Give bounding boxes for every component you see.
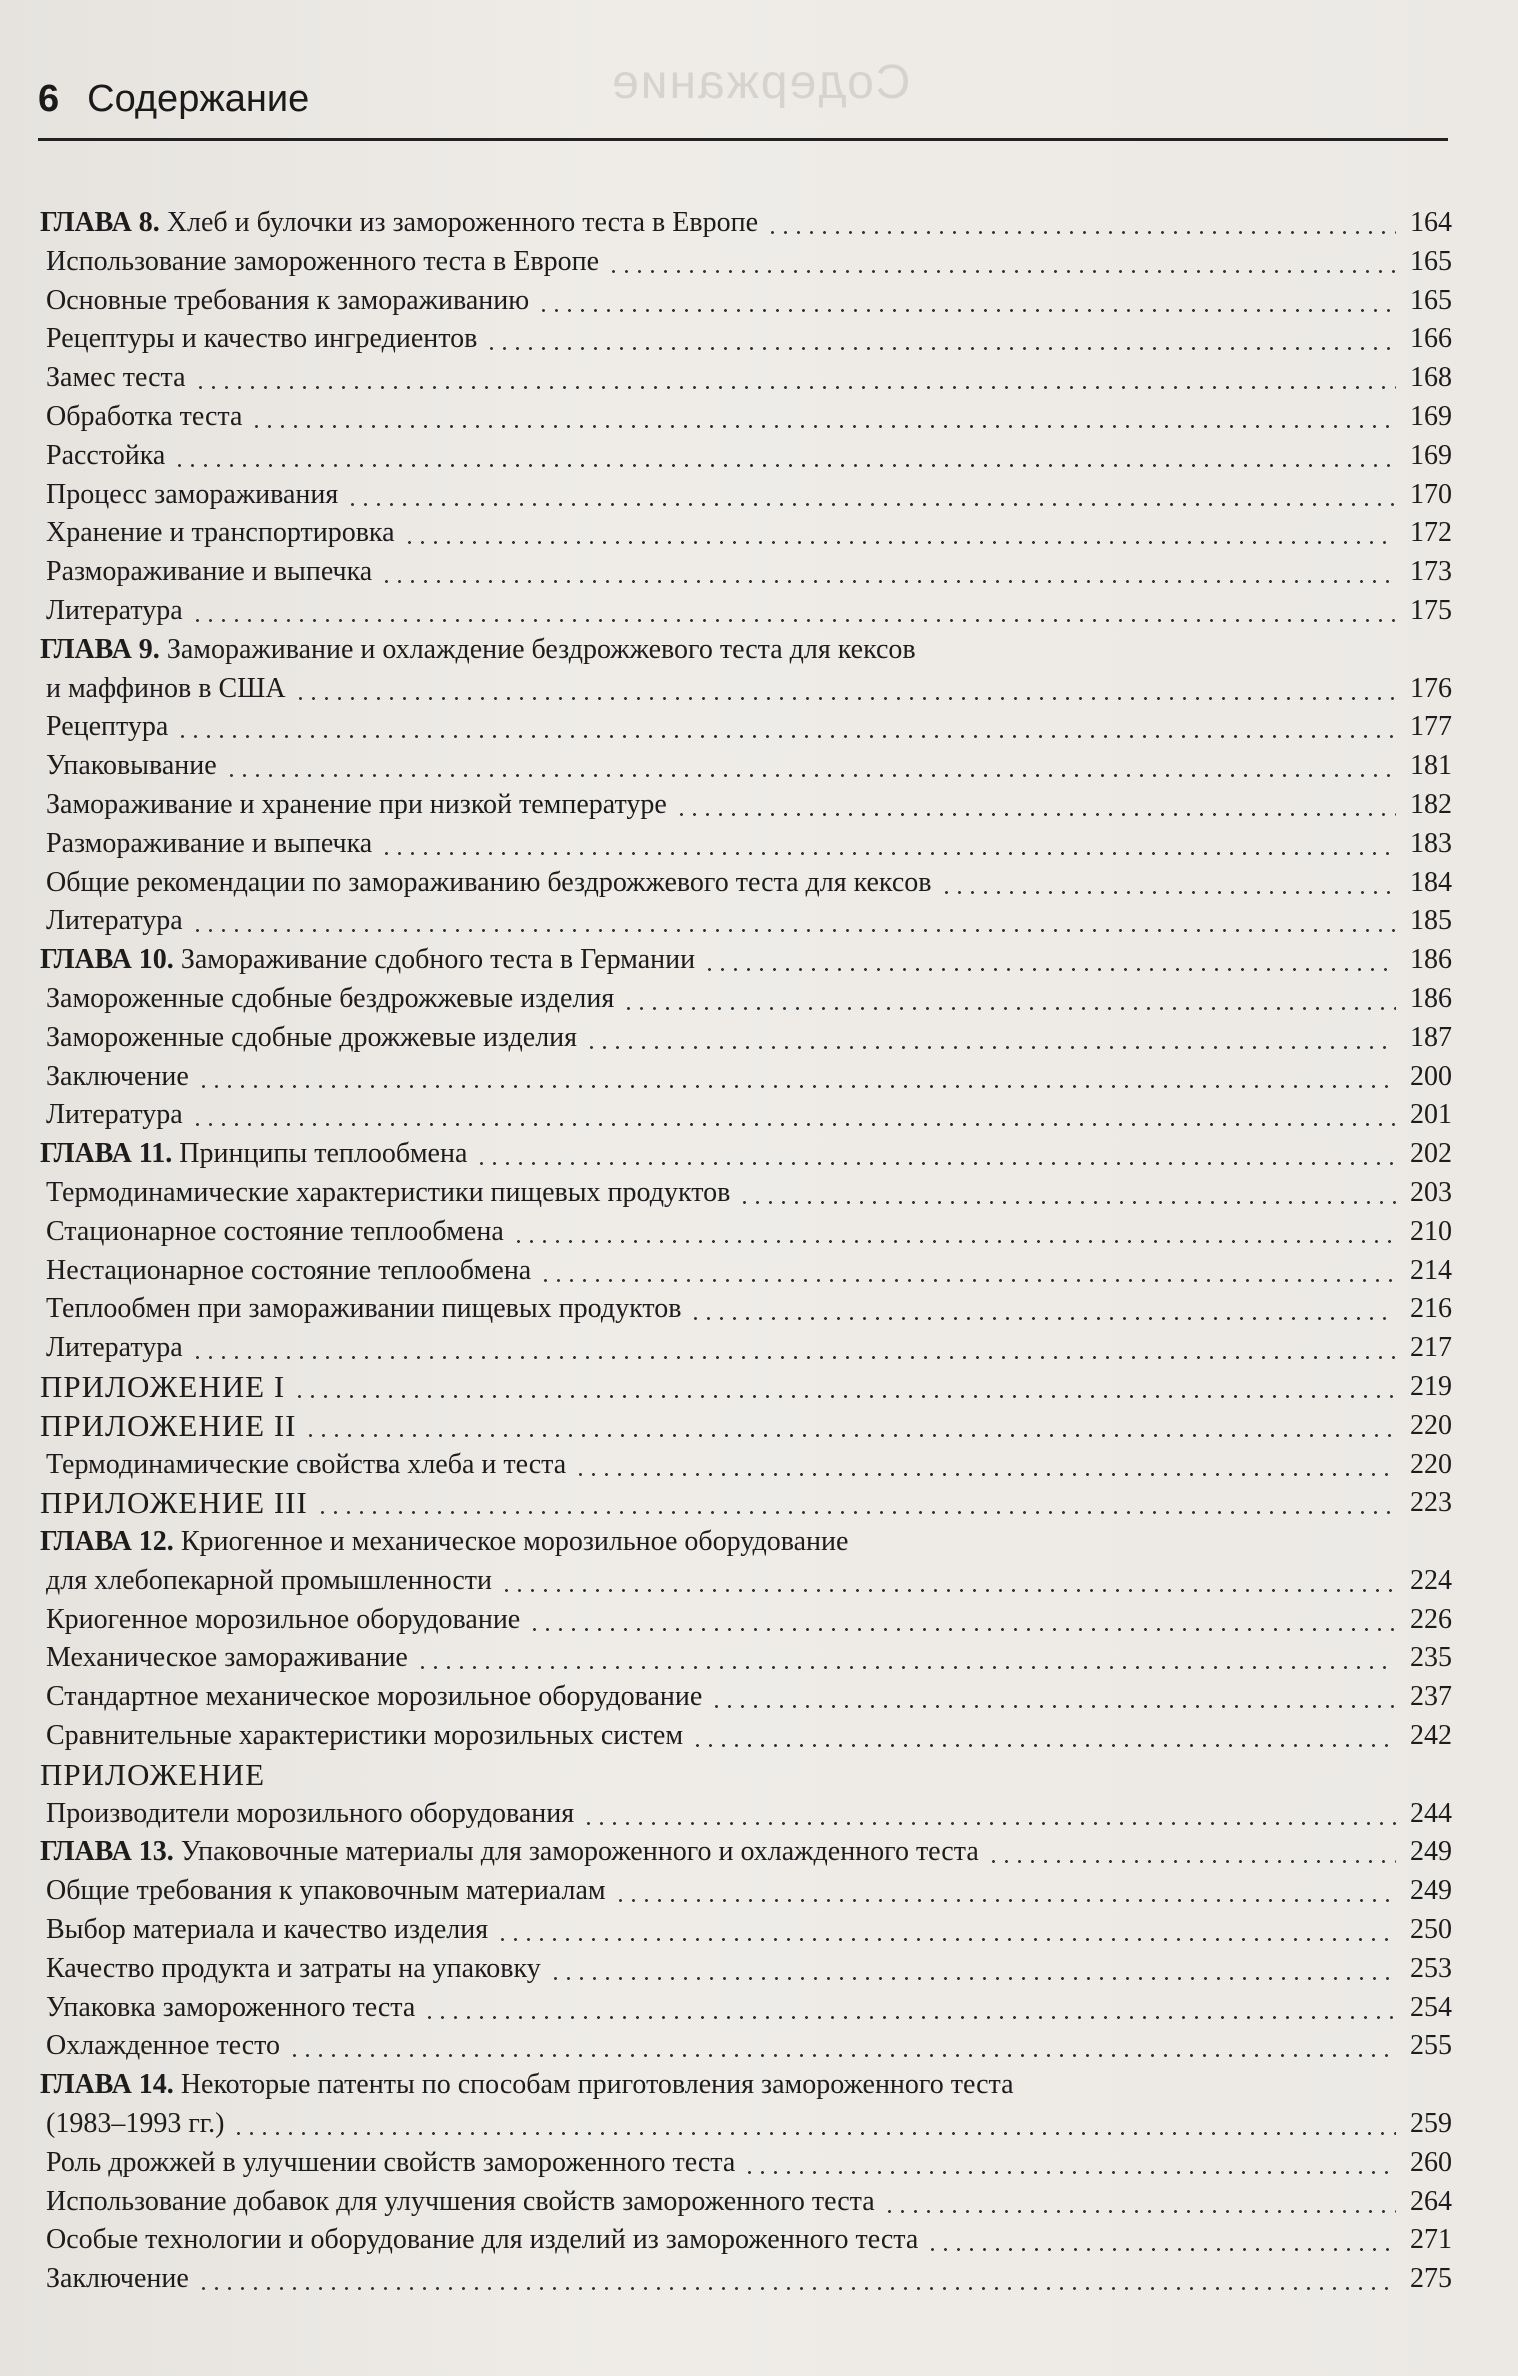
toc-entry-title [46, 2221, 918, 2260]
entry-text: Рецептура [46, 711, 169, 743]
entry-text: Нестационарное состояние теплообмена [46, 1254, 532, 1286]
dot-leader [191, 1123, 1396, 1126]
toc-entry-title [46, 1058, 189, 1097]
page-ref: 210 [1410, 1215, 1452, 1247]
toc-entry-row [40, 1872, 1452, 1911]
toc-entry-title [46, 553, 372, 592]
toc-entry-row [40, 1795, 1452, 1834]
entry-text: Криогенное и механическое морозильное оборудование [173, 1526, 849, 1558]
page-ref: 166 [1410, 323, 1452, 355]
entry-text: Качество продукта и затраты на упаковку [46, 1952, 541, 1984]
toc-entry-row [40, 243, 1452, 282]
toc-entry-title [40, 631, 916, 670]
toc-entry-row [40, 1096, 1452, 1135]
dot-leader [191, 929, 1396, 932]
page-ref: 164 [1410, 207, 1452, 238]
dot-leader [173, 464, 1396, 467]
entry-text: Хлеб и булочки из замороженного теста в Европе [159, 207, 758, 238]
toc-entry-title [46, 670, 286, 709]
entry-text: Упаковочные материалы для замороженного и охлажденного теста [173, 1836, 979, 1868]
dot-leader [743, 2171, 1396, 2174]
chapter-label: ГЛАВА 13. [40, 1836, 174, 1868]
page-ref: 181 [1410, 750, 1452, 782]
toc-entry-title [46, 708, 168, 747]
toc-entry-title [40, 1484, 308, 1523]
toc-entry-row [40, 476, 1452, 515]
toc-entry-row [40, 1678, 1452, 1717]
toc-entry-row [40, 902, 1452, 941]
dot-leader [475, 1162, 1396, 1165]
dot-leader [416, 1666, 1396, 1669]
toc-entry-title [46, 437, 165, 476]
page-ref: 185 [1410, 905, 1452, 937]
toc-entry-title [40, 2066, 1014, 2105]
dot-leader [539, 1279, 1396, 1282]
toc-appendix-row [40, 1484, 1452, 1523]
toc-entry-row [40, 1601, 1452, 1640]
entry-text: Использование замороженного теста в Европе [46, 245, 599, 277]
toc-entry-row [40, 864, 1452, 903]
page-ref: 259 [1410, 2108, 1452, 2140]
chapter-label: ГЛАВА 8. [40, 207, 160, 238]
page-ref: 173 [1410, 556, 1452, 588]
entry-text: Упаковывание [46, 750, 217, 782]
entry-text: Принципы теплообмена [172, 1138, 468, 1170]
page-ref: 253 [1410, 1952, 1452, 1984]
toc-entry-title [46, 476, 338, 515]
page-ref: 217 [1410, 1332, 1452, 1364]
toc-entry-row [40, 282, 1452, 321]
dot-leader [197, 1085, 1396, 1088]
dot-leader [191, 619, 1396, 622]
dot-leader [191, 1356, 1396, 1359]
entry-text: ПРИЛОЖЕНИЕ [40, 1756, 266, 1792]
toc-entry-title [46, 825, 372, 864]
toc-entry-row [40, 1058, 1452, 1097]
entry-text: Сравнительные характеристики морозильных систем [46, 1720, 684, 1752]
entry-text: Литература [46, 1099, 183, 1131]
entry-text: Криогенное морозильное оборудование [46, 1603, 521, 1635]
toc-entry-title [46, 243, 599, 282]
toc-entry-row [40, 1639, 1452, 1678]
toc-entry-title [46, 902, 183, 941]
toc-chapter-row [40, 1833, 1452, 1872]
page-ref: 219 [1410, 1370, 1452, 1402]
entry-text: Использование добавок для улучшения свойств замороженного теста [46, 2185, 875, 2217]
entry-text: Литература [46, 594, 183, 626]
page-number: 6 [38, 78, 60, 120]
dot-leader [710, 1705, 1396, 1708]
toc-entry-row [40, 2183, 1452, 2222]
dot-leader [250, 425, 1396, 428]
dot-leader [738, 1201, 1396, 1204]
running-head [38, 78, 1438, 121]
toc-entry-row [40, 980, 1452, 1019]
entry-text: Термодинамические характеристики пищевых продуктов [46, 1176, 731, 1208]
page-ref: 200 [1410, 1060, 1452, 1092]
entry-text: Охлажденное тесто [46, 2030, 281, 2062]
page-ref: 176 [1410, 672, 1452, 704]
entry-text: Особые технологии и оборудование для изделий из замороженного теста [46, 2224, 919, 2256]
dot-leader [883, 2210, 1396, 2213]
dot-leader [197, 2287, 1396, 2290]
page-ref: 237 [1410, 1681, 1452, 1713]
toc-entry-title [46, 1911, 488, 1950]
dot-leader [294, 697, 1396, 700]
toc-entry-title [46, 980, 614, 1019]
toc-entry-title [46, 2260, 189, 2299]
dot-leader [987, 1860, 1396, 1863]
page-ref: 254 [1410, 1991, 1452, 2023]
toc-entry-row [40, 2105, 1452, 2144]
toc-entry-title [40, 204, 758, 243]
toc-entry-title [46, 1329, 183, 1368]
page-ref: 184 [1410, 866, 1452, 898]
dot-leader [537, 309, 1396, 312]
toc-entry-title [46, 1989, 415, 2028]
entry-text: Заключение [46, 2263, 189, 2295]
toc-chapter-row [40, 2066, 1452, 2105]
page-ref: 250 [1410, 1914, 1452, 1946]
toc-appendix-row [40, 1368, 1452, 1407]
entry-text: Замораживание и охлаждение бездрожжевого теста для кексов [159, 633, 916, 665]
toc-entry-row [40, 1911, 1452, 1950]
toc-entry-row [40, 553, 1452, 592]
entry-text: (1983–1993 гг.) [46, 2108, 225, 2140]
entry-text: Процесс замораживания [46, 478, 339, 510]
page-ref: 175 [1410, 594, 1452, 626]
page-ref: 220 [1410, 1409, 1452, 1441]
entry-text: Замес теста [46, 362, 186, 394]
page-ref: 170 [1410, 478, 1452, 510]
toc-entry-row [40, 1717, 1452, 1756]
entry-text: Замораживание сдобного теста в Германии [173, 944, 696, 976]
dot-leader [403, 541, 1396, 544]
dot-leader [423, 2016, 1396, 2019]
toc-chapter-row [40, 1135, 1452, 1174]
toc-entry-title [40, 941, 695, 980]
toc-entry-row [40, 1446, 1452, 1485]
page-ref: 235 [1410, 1642, 1452, 1674]
page-ref: 165 [1410, 245, 1452, 277]
entry-text: Заключение [46, 1060, 189, 1092]
entry-text: Стандартное механическое морозильное оборудование [46, 1681, 703, 1713]
dot-leader [766, 231, 1396, 234]
page-ref: 172 [1410, 517, 1452, 549]
toc-entry-title [46, 398, 242, 437]
header-rule [38, 138, 1448, 141]
toc-entry-row [40, 2221, 1452, 2260]
entry-text: Размораживание и выпечка [46, 827, 373, 859]
toc-chapter-row [40, 1523, 1452, 1562]
entry-text: Расстойка [46, 439, 166, 471]
dot-leader [574, 1473, 1396, 1476]
entry-text: Выбор материала и качество изделия [46, 1914, 489, 1946]
toc-entry-row [40, 359, 1452, 398]
toc-entry-title [46, 2105, 224, 2144]
toc-entry-row [40, 670, 1452, 709]
entry-text: Термодинамические свойства хлеба и теста [46, 1448, 567, 1480]
toc-entry-title [46, 1795, 574, 1834]
toc-entry-title [46, 1717, 683, 1756]
entry-text: Замораживание и хранение при низкой температуре [46, 788, 667, 820]
toc-entry-title [46, 1562, 492, 1601]
entry-text: и маффинов в США [46, 672, 286, 704]
entry-text: Литература [46, 905, 183, 937]
entry-text: Рецептуры и качество ингредиентов [46, 323, 478, 355]
page-ref: 169 [1410, 439, 1452, 471]
dot-leader [582, 1822, 1396, 1825]
dot-leader [675, 813, 1396, 816]
toc-entry-row [40, 1019, 1452, 1058]
toc-entry-title [46, 1678, 702, 1717]
dot-leader [316, 1511, 1396, 1514]
dot-leader [940, 891, 1396, 894]
toc-entry-title [46, 1174, 730, 1213]
toc-chapter-row [40, 941, 1452, 980]
toc-entry-title [46, 1950, 541, 1989]
toc-entry-title [46, 2183, 875, 2222]
page-ref: 183 [1410, 827, 1452, 859]
page-ref: 249 [1410, 1836, 1452, 1868]
toc-entry-title [46, 359, 186, 398]
toc-entry-title [46, 864, 932, 903]
toc-entry-row [40, 398, 1452, 437]
table-of-contents [40, 204, 1452, 2299]
page-ref: 220 [1410, 1448, 1452, 1480]
toc-entry-row [40, 786, 1452, 825]
page-ref: 242 [1410, 1720, 1452, 1752]
entry-text: ПРИЛОЖЕНИЕ III [40, 1485, 308, 1521]
toc-entry-row [40, 514, 1452, 553]
dot-leader [176, 735, 1396, 738]
page-ref: 177 [1410, 711, 1452, 743]
chapter-label: ГЛАВА 14. [40, 2069, 174, 2101]
toc-entry-title [46, 1096, 183, 1135]
toc-entry-title [40, 1756, 265, 1795]
toc-entry-row [40, 320, 1452, 359]
dot-leader [607, 270, 1396, 273]
toc-chapter-row [40, 204, 1452, 243]
toc-entry-title [40, 1407, 296, 1446]
dot-leader [485, 347, 1396, 350]
toc-entry-title [46, 1252, 531, 1291]
toc-appendix-row [40, 1407, 1452, 1446]
dot-leader [703, 968, 1396, 971]
toc-entry-title [46, 1290, 681, 1329]
dot-leader [512, 1240, 1396, 1243]
toc-entry-title [46, 592, 183, 631]
page-ref: 275 [1410, 2263, 1452, 2295]
page-ref: 255 [1410, 2030, 1452, 2062]
page-ref: 244 [1410, 1797, 1452, 1829]
toc-entry-title [40, 1135, 467, 1174]
dot-leader [380, 852, 1396, 855]
page-title: Содержание [87, 78, 310, 120]
toc-entry-title [46, 1019, 577, 1058]
toc-entry-row [40, 1329, 1452, 1368]
dot-leader [288, 2054, 1396, 2057]
page-ref: 249 [1410, 1875, 1452, 1907]
dot-leader [293, 1395, 1396, 1398]
toc-entry-title [46, 2144, 735, 2183]
toc-entry-row [40, 2260, 1452, 2299]
dot-leader [232, 2132, 1396, 2135]
dot-leader [304, 1434, 1396, 1437]
entry-text: Хранение и транспортировка [46, 517, 395, 549]
dot-leader [346, 503, 1396, 506]
toc-entry-row [40, 2027, 1452, 2066]
page-ref: 216 [1410, 1293, 1452, 1325]
page-ref: 202 [1410, 1138, 1452, 1170]
toc-entry-row [40, 1174, 1452, 1213]
entry-text: Замороженные сдобные дрожжевые изделия [46, 1021, 578, 1053]
page-ref: 224 [1410, 1564, 1452, 1596]
toc-entry-title [46, 1601, 520, 1640]
page-ref: 271 [1410, 2224, 1452, 2256]
toc-entry-row [40, 747, 1452, 786]
entry-text: Замороженные сдобные бездрожжевые изделия [46, 982, 615, 1014]
page-ref: 226 [1410, 1603, 1452, 1635]
entry-text: Общие рекомендации по замораживанию бездрожжевого теста для кексов [46, 866, 932, 898]
toc-entry-title [46, 514, 395, 553]
entry-text: Общие требования к упаковочным материалам [46, 1875, 606, 1907]
toc-entry-title [46, 1872, 606, 1911]
toc-entry-row [40, 825, 1452, 864]
entry-text: Некоторые патенты по способам приготовления замороженного теста [173, 2069, 1014, 2101]
page-ref: 186 [1410, 944, 1452, 976]
page-ref: 223 [1410, 1487, 1452, 1519]
dot-leader [380, 580, 1396, 583]
toc-entry-title [46, 2027, 280, 2066]
page-ref: 264 [1410, 2185, 1452, 2217]
entry-text: Роль дрожжей в улучшении свойств замороженного теста [46, 2146, 736, 2178]
toc-entry-row [40, 1950, 1452, 1989]
toc-entry-row [40, 1252, 1452, 1291]
toc-entry-row [40, 437, 1452, 476]
toc-entry-row [40, 1562, 1452, 1601]
dot-leader [614, 1899, 1396, 1902]
chapter-label: ГЛАВА 10. [40, 944, 174, 976]
dot-leader [622, 1007, 1396, 1010]
page-ref: 187 [1410, 1021, 1452, 1053]
entry-text: Литература [46, 1332, 183, 1364]
dot-leader [585, 1046, 1396, 1049]
toc-entry-title [46, 320, 477, 359]
chapter-label: ГЛАВА 12. [40, 1526, 174, 1558]
page-ref: 203 [1410, 1176, 1452, 1208]
entry-text: ПРИЛОЖЕНИЕ II [40, 1407, 297, 1443]
page-ref: 165 [1410, 284, 1452, 316]
dot-leader [194, 386, 1396, 389]
entry-text: Размораживание и выпечка [46, 556, 373, 588]
toc-entry-title [40, 1368, 285, 1407]
toc-entry-title [40, 1833, 979, 1872]
toc-entry-title [46, 282, 529, 321]
toc-entry-title [40, 1523, 848, 1562]
dot-leader [500, 1589, 1396, 1592]
page-ref: 169 [1410, 400, 1452, 432]
toc-entry-row [40, 2144, 1452, 2183]
toc-entry-row [40, 592, 1452, 631]
entry-text: Механическое замораживание [46, 1642, 408, 1674]
dot-leader [496, 1938, 1396, 1941]
chapter-label: ГЛАВА 9. [40, 633, 160, 665]
page-ref: 201 [1410, 1099, 1452, 1131]
entry-text: Производители морозильного оборудования [46, 1797, 575, 1829]
dot-leader [225, 774, 1396, 777]
bleed-through-title: Содержание [610, 56, 911, 109]
entry-text: Обработка теста [46, 400, 243, 432]
page-ref: 214 [1410, 1254, 1452, 1286]
toc-entry-title [46, 1639, 408, 1678]
toc-entry-title [46, 747, 217, 786]
entry-text: Упаковка замороженного теста [46, 1991, 416, 2023]
entry-text: Основные требования к замораживанию [46, 284, 530, 316]
toc-entry-row [40, 1213, 1452, 1252]
dot-leader [691, 1744, 1396, 1747]
dot-leader [528, 1628, 1396, 1631]
toc-entry-row [40, 1989, 1452, 2028]
entry-text: ПРИЛОЖЕНИЕ I [40, 1368, 286, 1404]
chapter-label: ГЛАВА 11. [40, 1138, 173, 1170]
toc-entry-row [40, 708, 1452, 747]
toc-entry-title [46, 1446, 566, 1485]
entry-text: для хлебопекарной промышленности [46, 1564, 492, 1596]
page-ref: 182 [1410, 788, 1452, 820]
toc-entry-row [40, 1290, 1452, 1329]
page-ref: 168 [1410, 362, 1452, 394]
toc-entry-title [46, 786, 667, 825]
toc-entry-title [46, 1213, 504, 1252]
dot-leader [689, 1317, 1396, 1320]
page-ref: 260 [1410, 2146, 1452, 2178]
dot-leader [926, 2248, 1396, 2251]
toc-chapter-row [40, 631, 1452, 670]
entry-text: Стационарное состояние теплообмена [46, 1215, 504, 1247]
entry-text: Теплообмен при замораживании пищевых продуктов [46, 1293, 682, 1325]
dot-leader [549, 1977, 1396, 1980]
toc-appendix-row [40, 1756, 1452, 1795]
page-ref: 186 [1410, 982, 1452, 1014]
